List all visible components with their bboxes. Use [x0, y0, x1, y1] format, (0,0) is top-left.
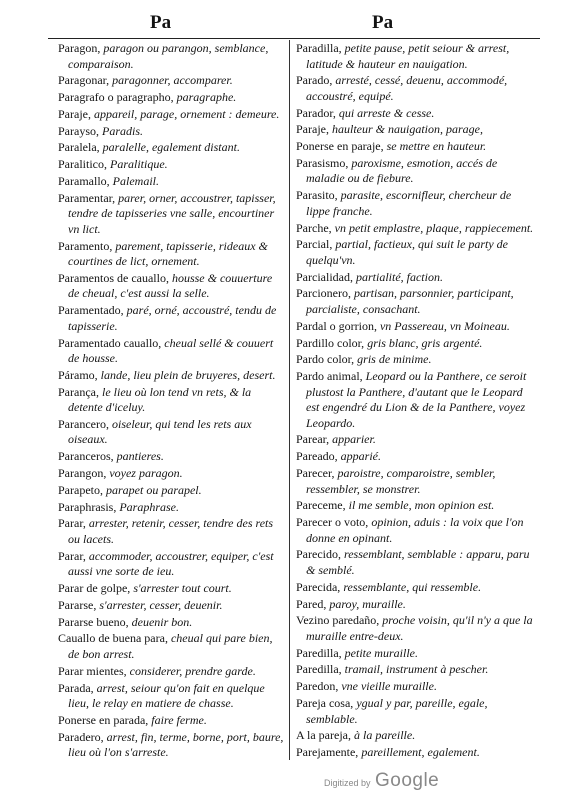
column-divider: [289, 40, 290, 760]
entry-definition: s'arrester tout court.: [130, 581, 232, 596]
dictionary-entry: [296, 466, 536, 497]
entry-definition: ressemblant, semblable : apparu, paru & semblé.: [306, 547, 530, 577]
entry-definition: arrest, fin, terme, borne, port, baure, lieu où l'on s'arreste.: [68, 729, 284, 760]
entry-definition: qui arreste & cesse.: [335, 105, 435, 120]
entry-headword: Parar,: [58, 516, 86, 531]
dictionary-entry: [296, 352, 536, 368]
dictionary-entry: [296, 319, 536, 335]
entry-definition: voyez paragon.: [106, 466, 183, 481]
dictionary-entry: [58, 681, 284, 712]
entry-headword: Paradilla,: [296, 41, 342, 55]
entry-headword: Parecer o voto,: [296, 515, 369, 530]
dictionary-entry: [58, 90, 284, 106]
entry-definition: vn Passereau, vn Moineau.: [376, 318, 510, 333]
dictionary-entry: [58, 730, 284, 761]
dictionary-entry: [296, 745, 536, 761]
digitized-footer: [324, 770, 439, 792]
entry-definition: arresté, cessé, deuenu, accommodé, accoustré, equipé.: [306, 73, 508, 103]
entry-definition: paragon ou parangon, semblance, comparaison.: [68, 41, 269, 71]
dictionary-entry: [296, 369, 536, 431]
entry-headword: Pardo color,: [296, 352, 355, 367]
entry-headword: Páramo,: [58, 367, 98, 382]
entry-headword: Parecida,: [296, 579, 341, 594]
entry-headword: Parcial,: [296, 237, 333, 252]
entry-definition: vne vieille muraille.: [338, 679, 437, 694]
entry-definition: pareillement, egalement.: [358, 745, 480, 760]
entry-definition: gris de minime.: [354, 352, 432, 367]
dictionary-entry: [296, 73, 536, 104]
entry-definition: parasite, escornifleur, chercheur de lippe franche.: [306, 188, 512, 218]
header-rule: [48, 38, 540, 39]
entry-headword: Pardo animal,: [296, 369, 363, 384]
entry-definition: vn petit emplastre, plaque, rappiecement.: [331, 220, 534, 235]
dictionary-entry: [58, 41, 284, 72]
entry-definition: apparier.: [329, 432, 376, 447]
entry-headword: Paredon,: [296, 679, 339, 694]
entry-headword: Parche,: [296, 220, 332, 235]
entry-definition: oiseleur, qui tend les rets aux oiseaux.: [68, 416, 252, 447]
entry-definition: accommoder, accoustrer, equiper, c'est aussi vne sorte de ieu.: [68, 548, 274, 579]
entry-definition: Paraphrase.: [116, 499, 179, 514]
dictionary-entry: [58, 239, 284, 270]
dictionary-entry: [296, 41, 536, 72]
dictionary-entry: [58, 631, 284, 662]
entry-definition: s'arrester, cesser, deuenir.: [96, 597, 223, 612]
entry-headword: Pareado,: [296, 449, 338, 464]
entry-definition: arrest, seiour qu'on fait en quelque lieu, le relay en matiere de chasse.: [68, 680, 265, 711]
dictionary-entry: [296, 498, 536, 514]
entry-definition: ygual y par, pareille, egale, semblable.: [306, 696, 488, 726]
entry-definition: à la pareille.: [350, 728, 416, 743]
dictionary-entry: [296, 270, 536, 286]
entry-definition: proche voisin, qu'il n'y a que la muraille entre-deux.: [306, 613, 533, 643]
dictionary-entry: [296, 613, 536, 644]
dictionary-entry: [296, 580, 536, 596]
entry-definition: gris blanc, gris argenté.: [364, 335, 483, 350]
entry-headword: Paredilla,: [296, 662, 342, 677]
entry-definition: appareil, parage, ornement : demeure.: [90, 106, 280, 121]
dictionary-entry: [58, 664, 284, 680]
entry-definition: Leopard ou la Panthere, ce seroit plustost la Panthere, d'autant que le Leopard est engendré du Lion & de la Panthere, voyez Leopardo.: [306, 369, 527, 430]
entry-definition: partisan, parsonnier, participant, parcialiste, consachant.: [306, 286, 514, 316]
entry-headword: Paramallo,: [58, 174, 110, 189]
entry-headword: Parada,: [58, 680, 94, 695]
dictionary-entry: [296, 139, 536, 155]
entry-headword: Parasismo,: [296, 155, 349, 170]
entry-headword: Paraje,: [58, 106, 91, 121]
entry-definition: petite pause, petit seiour & arrest, latitude & hauteur en nauigation.: [306, 41, 510, 71]
entry-headword: Parasito,: [296, 188, 338, 203]
dictionary-entry: [58, 73, 284, 89]
entry-headword: Parcialidad,: [296, 269, 353, 284]
entry-definition: paragonner, accomparer.: [109, 73, 233, 88]
dictionary-entry: [296, 156, 536, 187]
entry-definition: opinion, aduis : la voix que l'on donne en opinant.: [306, 515, 524, 545]
entry-definition: paré, orné, accoustré, tendu de tapisserie.: [68, 303, 277, 333]
entry-definition: petite muraille.: [341, 645, 418, 660]
entry-headword: Ponerse en parada,: [58, 712, 149, 727]
entry-definition: housse & couuerture de cheual, c'est aussi la selle.: [68, 270, 273, 301]
entry-headword: Paradero,: [58, 729, 104, 744]
entry-headword: Paragon,: [58, 41, 101, 55]
entry-headword: Parayso,: [58, 123, 99, 138]
entry-headword: Pareja cosa,: [296, 696, 354, 711]
entry-headword: Parear,: [296, 432, 330, 447]
entry-definition: deuenir bon.: [128, 614, 193, 629]
entry-headword: Paraje,: [296, 122, 329, 137]
dictionary-entry: [58, 271, 284, 302]
entry-definition: apparié.: [337, 449, 381, 464]
entry-headword: Ponerse en paraje,: [296, 139, 384, 154]
dictionary-entry: [296, 188, 536, 219]
entry-definition: parer, orner, accoustrer, tapisser, tendre de tapisseries vne salle, encourtiner vn lict.: [68, 190, 276, 236]
entry-definition: Paradis.: [99, 123, 144, 138]
dictionary-entry: [296, 728, 536, 744]
dictionary-entry: [296, 221, 536, 237]
entry-definition: ressemblante, qui ressemble.: [340, 579, 482, 594]
entry-headword: Paramentos de cauallo,: [58, 270, 169, 285]
entry-headword: Paralela,: [58, 140, 100, 155]
entry-headword: Parança,: [58, 384, 99, 399]
entry-headword: Parcionero,: [296, 286, 351, 301]
dictionary-entry: [58, 598, 284, 614]
entry-definition: cheual qui pare bien, de bon arrest.: [68, 631, 273, 661]
entry-headword: Paragrafo o paragrapho,: [58, 90, 174, 105]
entry-definition: parapet ou parapel.: [102, 482, 202, 497]
entry-headword: Parapeto,: [58, 482, 103, 497]
entry-headword: Parar mientes,: [58, 663, 127, 678]
entry-definition: considerer, prendre garde.: [126, 663, 256, 678]
entry-definition: partialité, faction.: [352, 269, 443, 284]
entry-headword: Parancero,: [58, 416, 109, 431]
dictionary-entry: [296, 696, 536, 727]
dictionary-entry: [58, 124, 284, 140]
entry-definition: lande, lieu plein de bruyeres, desert.: [97, 367, 276, 382]
entry-definition: paragraphe.: [173, 90, 237, 105]
dictionary-entry: [296, 515, 536, 546]
entry-definition: se mettre en hauteur.: [383, 139, 487, 154]
dictionary-entry: [296, 597, 536, 613]
entry-definition: Paralitique.: [106, 157, 168, 172]
dictionary-entry: [58, 516, 284, 547]
entry-definition: faire ferme.: [148, 712, 207, 727]
dictionary-entry: [296, 679, 536, 695]
entry-headword: Parar,: [58, 548, 86, 563]
entry-headword: Parar de golpe,: [58, 581, 131, 596]
dictionary-entry: [296, 286, 536, 317]
entry-headword: Paramentado,: [58, 303, 124, 318]
dictionary-entry: [296, 237, 536, 268]
dictionary-entry: [58, 417, 284, 448]
dictionary-entry: [296, 106, 536, 122]
entry-definition: partial, factieux, qui suit le party de quelqu'vn.: [306, 237, 508, 267]
entry-headword: Parecer,: [296, 466, 335, 481]
entry-headword: Pararse bueno,: [58, 614, 129, 629]
right-column: [296, 41, 536, 762]
entry-headword: Paranceros,: [58, 449, 114, 464]
dictionary-entry: [58, 581, 284, 597]
entry-headword: Pararse,: [58, 597, 97, 612]
dictionary-entry: [58, 174, 284, 190]
entry-headword: Paramento,: [58, 238, 113, 253]
dictionary-entry: [58, 483, 284, 499]
entry-headword: Vezino paredaño,: [296, 613, 380, 628]
entry-headword: Parecido,: [296, 547, 341, 562]
entry-definition: cheual sellé & couuert de housse.: [68, 335, 274, 366]
dictionary-entry: [58, 385, 284, 416]
entry-definition: tramail, instrument à pescher.: [341, 662, 489, 677]
entry-headword: Parejamente,: [296, 745, 359, 760]
dictionary-entry: [58, 368, 284, 384]
dictionary-entry: [58, 449, 284, 465]
dictionary-entry: [296, 432, 536, 448]
entry-headword: Paramentar,: [58, 190, 116, 205]
entry-headword: Paragonar,: [58, 73, 110, 88]
dictionary-entry: [58, 549, 284, 580]
entry-headword: Paramentado cauallo,: [58, 335, 162, 350]
entry-headword: Pared,: [296, 596, 327, 611]
dictionary-entry: [58, 466, 284, 482]
entry-headword: Pardillo color,: [296, 335, 365, 350]
dictionary-entry: [58, 713, 284, 729]
entry-headword: Pardal o gorrion,: [296, 318, 377, 333]
entry-headword: Paralitico,: [58, 157, 107, 172]
entry-headword: Parado,: [296, 73, 333, 88]
right-running-head: Pa: [372, 12, 394, 33]
dictionary-entry: [296, 122, 536, 138]
dictionary-entry: [58, 191, 284, 238]
entry-definition: le lieu où lon tend vn rets, & la detente d'iceluy.: [68, 384, 252, 415]
entry-definition: parement, tapisserie, rideaux & courtines de lict, ornement.: [68, 238, 268, 269]
dictionary-entry: [58, 303, 284, 334]
left-column: [58, 41, 284, 762]
entry-headword: A la pareja,: [296, 728, 351, 743]
dictionary-entry: [58, 336, 284, 367]
dictionary-entry: [58, 615, 284, 631]
digitized-by-text: Digitized by: [324, 778, 371, 788]
left-running-head: Pa: [150, 12, 172, 33]
entry-definition: arrester, retenir, cesser, tendre des rets ou lacets.: [68, 516, 274, 546]
google-wordmark: Google: [374, 770, 440, 791]
entry-definition: Palemail.: [109, 174, 159, 189]
entry-definition: paralelle, egalement distant.: [99, 140, 240, 155]
dictionary-entry: [296, 662, 536, 678]
entry-definition: pantieres.: [113, 449, 164, 464]
entry-headword: Paraphrasis,: [58, 499, 117, 514]
dictionary-entry: [58, 500, 284, 516]
dictionary-entry: [58, 140, 284, 156]
dictionary-entry: [296, 336, 536, 352]
dictionary-entry: [58, 107, 284, 123]
entry-headword: Paredilla,: [296, 645, 342, 660]
entry-definition: paroistre, comparoistre, sembler, ressembler, se monstrer.: [306, 466, 496, 496]
entry-definition: paroy, muraille.: [326, 596, 406, 611]
entry-definition: paroxisme, esmotion, accés de maladie ou de fiebure.: [306, 155, 498, 186]
entry-definition: il me semble, mon opinion est.: [345, 498, 495, 513]
entry-headword: Cauallo de buena para,: [58, 631, 168, 646]
entry-headword: Pareceme,: [296, 498, 346, 513]
dictionary-entry: [296, 449, 536, 465]
entry-headword: Parador,: [296, 105, 336, 120]
entry-definition: haulteur & nauigation, parage,: [328, 122, 483, 137]
dictionary-entry: [296, 646, 536, 662]
entry-headword: Parangon,: [58, 466, 107, 481]
dictionary-entry: [296, 547, 536, 578]
dictionary-entry: [58, 157, 284, 173]
